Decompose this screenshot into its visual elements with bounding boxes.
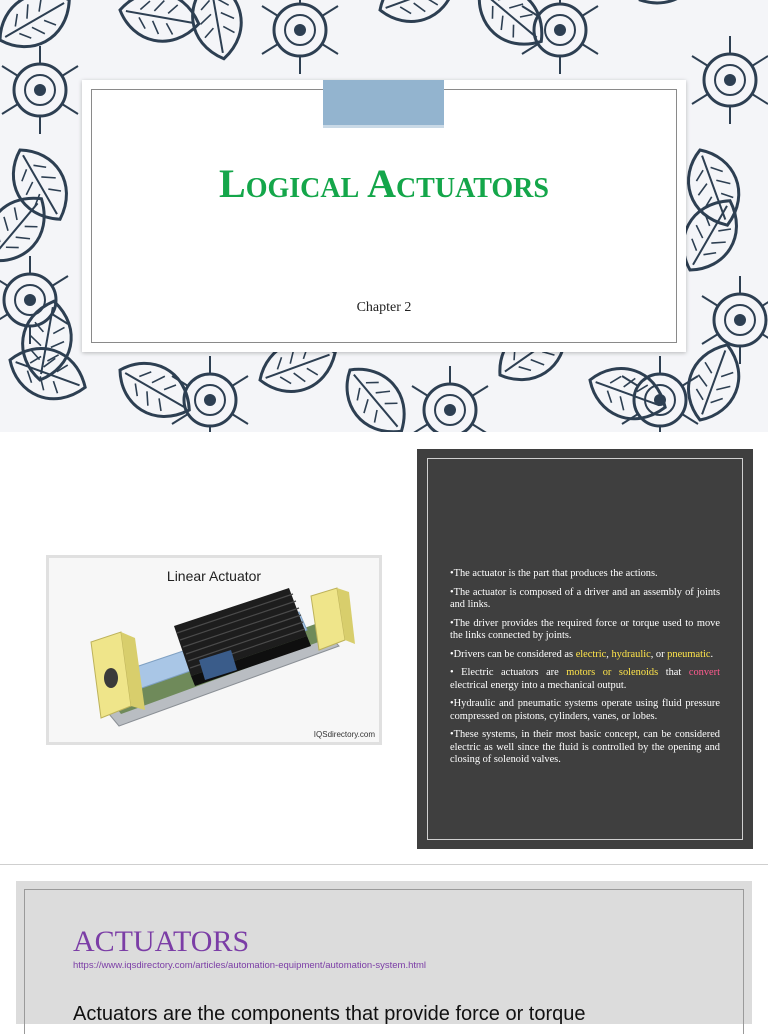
bullet-item: •These systems, in their most basic concept, can be considered electric as well since the fluid is controlled by the opening and closing of solenoid valves.: [450, 729, 720, 765]
content-slide-actuator: [0, 432, 768, 864]
slide-subtitle: Chapter 2: [356, 300, 412, 315]
slide-separator: [0, 864, 768, 865]
bullet-item: •Hydraulic and pneumatic systems operate using fluid pressure compressed on pistons, cylinders, vanes, or lobes.: [450, 698, 720, 722]
bullet-text: that: [658, 667, 689, 678]
highlight-hydraulic: hydraulic: [611, 648, 651, 660]
bullet-item: •The actuator is the part that produces the actions.: [450, 568, 658, 579]
highlight-convert: convert: [688, 667, 720, 678]
slide-title: Logical Actuators: [219, 161, 549, 206]
highlight-motors: motors or solenoids: [566, 667, 659, 678]
title-tab-decoration: [323, 80, 444, 128]
bullet-item: [450, 667, 720, 692]
highlight-pneumatic: pneumatic: [667, 648, 711, 660]
bullet-text: •Drivers can be considered as: [450, 648, 576, 660]
bullet-item: •The actuator is composed of a driver and an assembly of joints and links.: [450, 586, 720, 610]
bullet-item: [450, 649, 720, 662]
image-credit: IQSdirectory.com: [313, 730, 375, 739]
bullet-item: •The driver provides the required force or torque used to move the links connected by joints.: [450, 617, 720, 641]
bullet-text: electrical energy into a mechanical output.: [450, 679, 627, 691]
source-link[interactable]: https://www.iqsdirectory.com/articles/automation-equipment/automation-system.html: [73, 960, 427, 971]
linear-actuator-illustration: [49, 558, 379, 742]
actuators-definition: Actuators are the components that provide force or torque: [73, 1003, 586, 1025]
bullet-text: , or: [650, 648, 668, 660]
title-card: [82, 80, 686, 352]
image-caption: Linear Actuator: [166, 568, 262, 584]
title-slide: [0, 0, 768, 432]
content-slide-actuators: [16, 881, 752, 1024]
highlight-electric: electric: [575, 648, 607, 660]
bullet-text: .: [710, 648, 714, 660]
linear-actuator-image: [46, 555, 382, 745]
bullet-text: • Electric actuators are: [450, 667, 567, 678]
bullet-list: [450, 568, 720, 773]
bullet-text: ,: [606, 648, 612, 660]
actuators-heading: ACTUATORS: [73, 925, 250, 958]
text-panel: [417, 449, 753, 849]
